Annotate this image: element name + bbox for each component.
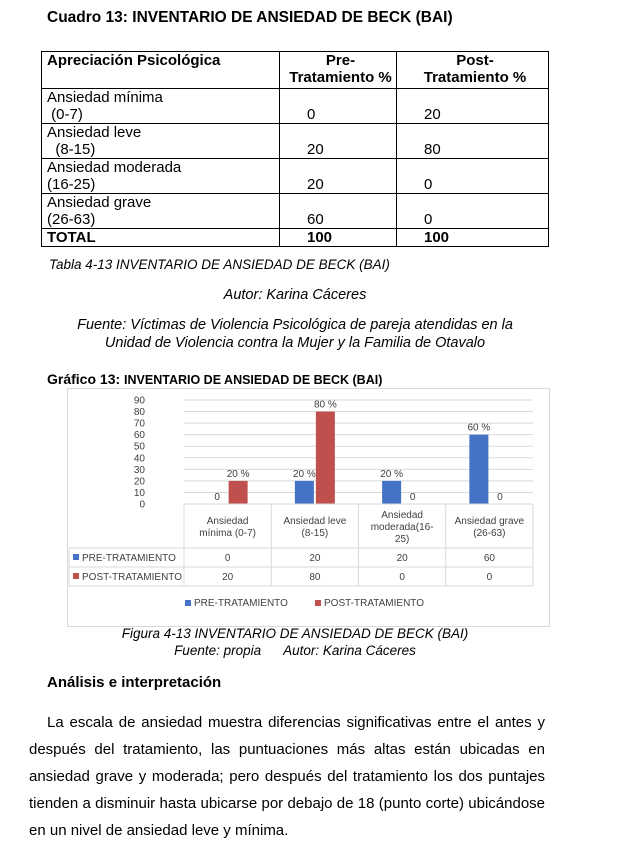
cell-pre: 0 bbox=[280, 89, 397, 124]
figure-source: Fuente: propia Autor: Karina Cáceres bbox=[174, 643, 416, 658]
legend-marker bbox=[185, 600, 191, 606]
header-pre bbox=[280, 52, 397, 89]
category-label: Ansiedad bbox=[206, 516, 249, 527]
figure-caption: Figura 4-13 INVENTARIO DE ANSIEDAD DE BECK (BAI) bbox=[121, 626, 469, 641]
header-post-line1: Post- bbox=[456, 52, 494, 69]
total-pre: 100 bbox=[280, 229, 397, 247]
data-label: 0 bbox=[497, 492, 503, 503]
bar bbox=[316, 412, 335, 504]
cell-post: 0 bbox=[397, 159, 549, 194]
row-label-line2: (8-15) bbox=[47, 141, 96, 158]
row-label bbox=[42, 89, 280, 124]
header-post bbox=[397, 52, 549, 89]
table-cell-value: 0 bbox=[486, 572, 493, 583]
category-label: Ansiedad grave bbox=[454, 516, 525, 527]
row-label-line1: Ansiedad mínima bbox=[47, 89, 163, 106]
category-label: 25) bbox=[394, 534, 410, 545]
y-tick-label: 20 bbox=[133, 476, 145, 488]
header-post-line2: Tratamiento % bbox=[423, 69, 527, 86]
header-pre-line1: Pre- bbox=[325, 52, 356, 69]
category-label: (8-15) bbox=[301, 528, 329, 539]
table-row bbox=[42, 159, 549, 194]
y-tick-label: 70 bbox=[133, 418, 145, 430]
row-label-line2: (26-63) bbox=[47, 211, 96, 228]
grafico-prefix: Gráfico 13: bbox=[47, 371, 121, 387]
bar bbox=[229, 481, 248, 504]
legend-label: POST-TRATAMIENTO bbox=[324, 598, 425, 609]
y-tick-label: 0 bbox=[139, 499, 145, 511]
table-source-line2: Unidad de Violencia contra la Mujer y la Familia de Otavalo bbox=[104, 335, 486, 351]
cell-pre: 20 bbox=[280, 159, 397, 194]
table-cell-value: 0 bbox=[224, 553, 231, 564]
table-cell-value: 0 bbox=[399, 572, 405, 583]
grafico-title bbox=[47, 371, 382, 387]
y-tick-label: 80 bbox=[133, 407, 145, 419]
table-cell-value: 20 bbox=[309, 553, 321, 564]
data-label: 20 % bbox=[292, 468, 316, 480]
bar bbox=[469, 435, 488, 504]
series-row-label: POST-TRATAMIENTO bbox=[82, 572, 183, 583]
row-label-line2: (16-25) bbox=[47, 176, 96, 193]
cell-post: 0 bbox=[397, 194, 549, 229]
data-label: 20 % bbox=[380, 468, 404, 480]
cell-post: 20 bbox=[397, 89, 549, 124]
table-row bbox=[42, 194, 549, 229]
row-label-line2: (0-7) bbox=[47, 106, 83, 123]
cell-pre: 20 bbox=[280, 124, 397, 159]
y-tick-label: 90 bbox=[133, 395, 145, 407]
analysis-paragraph: La escala de ansiedad muestra diferencias significativas entre el antes y después del tratamiento, las puntuaciones más altas están ubicadas en ansiedad grave y moderada; pero después del tratamiento los dos puntajes tienden a disminuir hasta ubicarse por debajo de 18 (punto corte) ubicándose en un nivel de ansiedad leve y mínima. bbox=[29, 714, 545, 839]
data-label: 0 bbox=[409, 492, 416, 503]
data-label: 80 % bbox=[313, 399, 337, 411]
cell-post: 80 bbox=[397, 124, 549, 159]
y-tick-label: 60 bbox=[133, 430, 145, 442]
data-label: 20 % bbox=[226, 468, 250, 480]
y-tick-label: 30 bbox=[133, 464, 145, 476]
beck-inventory-table bbox=[41, 51, 549, 247]
bar bbox=[382, 481, 401, 504]
legend-label: PRE-TRATAMIENTO bbox=[194, 598, 288, 609]
y-tick-label: 50 bbox=[133, 441, 145, 453]
bar-chart bbox=[67, 388, 548, 625]
table-source-line1: Fuente: Víctimas de Violencia Psicológica de pareja atendidas en la bbox=[77, 317, 513, 333]
table-header-row bbox=[42, 52, 549, 89]
table-cell-value: 20 bbox=[222, 572, 234, 583]
total-post: 100 bbox=[397, 229, 549, 247]
header-apreciacion: Apreciación Psicológica bbox=[42, 52, 280, 89]
table-row bbox=[42, 124, 549, 159]
category-label: (26-63) bbox=[473, 528, 506, 539]
table-cell-value: 60 bbox=[483, 553, 495, 564]
category-label: moderada(16- bbox=[370, 522, 434, 533]
y-tick-label: 40 bbox=[133, 453, 145, 465]
cuadro-title: Cuadro 13: INVENTARIO DE ANSIEDAD DE BECK (BAI) bbox=[47, 9, 453, 26]
table-author: Autor: Karina Cáceres bbox=[223, 287, 367, 303]
row-label bbox=[42, 194, 280, 229]
row-label bbox=[42, 159, 280, 194]
table-row bbox=[42, 89, 549, 124]
category-label: mínima (0-7) bbox=[199, 528, 256, 539]
total-label: TOTAL bbox=[42, 229, 280, 247]
series-row-label: PRE-TRATAMIENTO bbox=[82, 553, 176, 564]
category-label: Ansiedad leve bbox=[283, 516, 347, 527]
data-label: 0 bbox=[214, 492, 220, 503]
row-label bbox=[42, 124, 280, 159]
bar bbox=[295, 481, 314, 504]
legend-key bbox=[73, 554, 79, 560]
legend-key bbox=[73, 573, 79, 579]
table-cell-value: 20 bbox=[396, 553, 408, 564]
table-cell-value: 80 bbox=[309, 572, 321, 583]
legend-marker bbox=[315, 600, 321, 606]
category-label: Ansiedad bbox=[381, 510, 423, 521]
row-label-line1: Ansiedad moderada bbox=[47, 159, 182, 176]
header-pre-line2: Tratamiento % bbox=[289, 69, 392, 86]
analysis-heading: Análisis e interpretación bbox=[47, 674, 222, 691]
row-label-line1: Ansiedad grave bbox=[47, 194, 152, 211]
y-tick-label: 10 bbox=[133, 487, 145, 499]
table-caption: Tabla 4-13 INVENTARIO DE ANSIEDAD DE BECK (BAI) bbox=[49, 257, 390, 272]
grafico-title-text: INVENTARIO DE ANSIEDAD DE BECK (BAI) bbox=[124, 373, 383, 387]
total-row bbox=[42, 229, 549, 247]
cell-pre: 60 bbox=[280, 194, 397, 229]
data-label: 60 % bbox=[467, 422, 491, 434]
row-label-line1: Ansiedad leve bbox=[47, 124, 142, 141]
